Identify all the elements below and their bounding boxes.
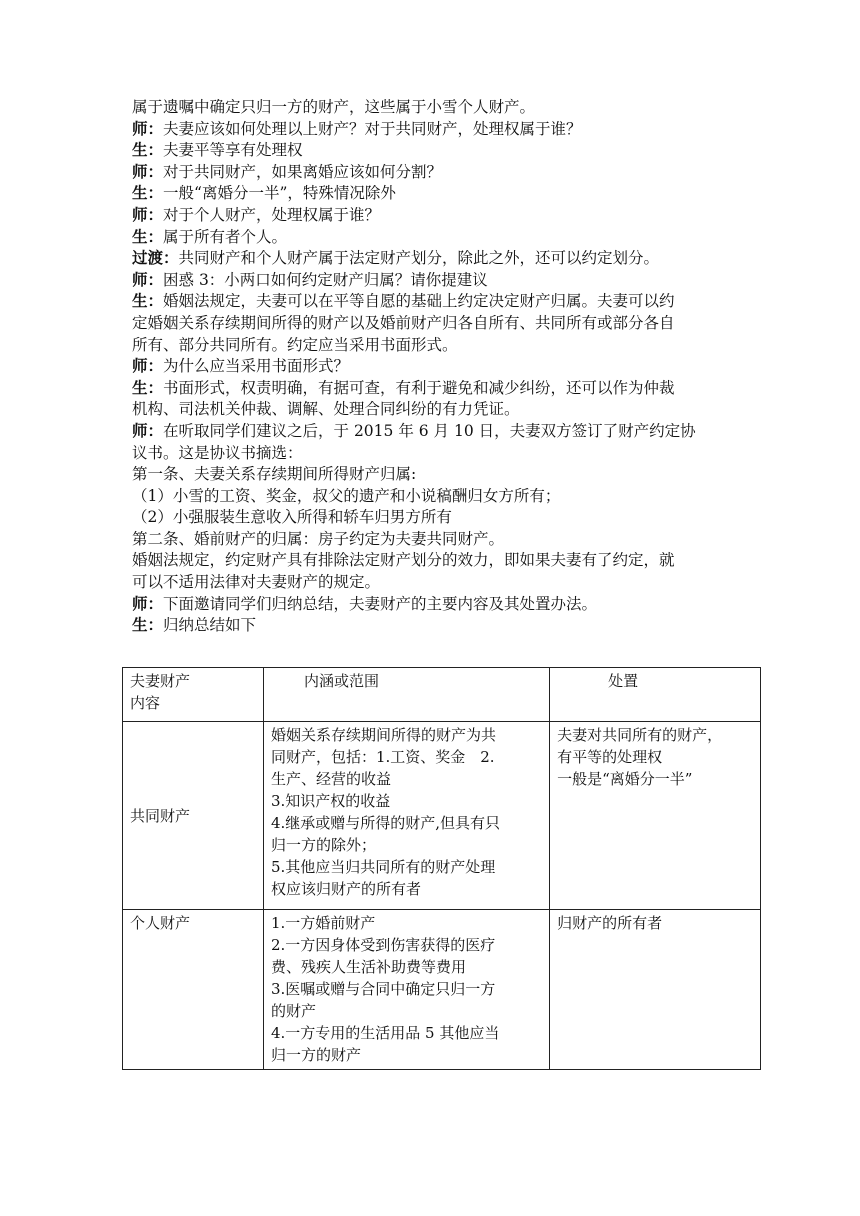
dialogue-line: 生：书面形式，权责明确，有据可查，有利于避免和减少纠纷，还可以作为仲裁 [132, 378, 675, 397]
table-row [123, 910, 761, 1070]
dialogue-line: 生：婚姻法规定，夫妻可以在平等自愿的基础上约定决定财产归属。夫妻可以约 [132, 292, 675, 311]
dialogue-line: 生：一般“离婚分一半”，特殊情况除外 [132, 184, 396, 203]
dialogue-line: 生：属于所有者个人。 [132, 227, 288, 246]
document-body [132, 97, 732, 637]
header-cell-category: 夫妻财产 内容 [123, 668, 264, 722]
table-header-row [123, 668, 761, 722]
scope-cell: 1.一方婚前财产 2.一方因身体受到伤害获得的医疗 费、残疾人生活补助费等费用 3.医嘱或赠与合同中确定只归一方 的财产 4.一方专用的生活用品 5 其他应当 归一方的财产 [263, 910, 549, 1070]
dialogue-line: 生：归纳总结如下 [132, 616, 257, 635]
dialogue-line: 师：对于个人财产，处理权属于谁？ [132, 205, 381, 224]
row-label: 共同财产 [123, 722, 264, 910]
text-line: 定婚姻关系存续期间所得的财产以及婚前财产归各自所有、共同所有或部分各自 [132, 313, 675, 332]
dialogue-line: 师：困惑 3：小两口如何约定财产归属？请你提建议 [132, 270, 488, 289]
text-line: 可以不适用法律对夫妻财产的规定。 [132, 573, 381, 592]
text-line: 议书。这是协议书摘选： [132, 443, 303, 462]
text-line: 第一条、夫妻关系存续期间所得财产归属: [132, 465, 417, 484]
table-row [123, 722, 761, 910]
dialogue-line: 过渡：共同财产和个人财产属于法定财产划分，除此之外，还可以约定划分。 [132, 249, 660, 268]
header-cell-scope: 内涵或范围 [263, 668, 549, 722]
dialogue-line: 师：为什么应当采用书面形式？ [132, 357, 350, 376]
text-line: （2）小强服装生意收入所得和轿车归男方所有 [132, 508, 452, 527]
handling-cell: 夫妻对共同所有的财产， 有平等的处理权 一般是“离婚分一半” [550, 722, 761, 910]
text-line: 第二条、婚前财产的归属：房子约定为夫妻共同财产。 [132, 529, 505, 548]
property-summary-table [122, 667, 761, 1070]
dialogue-line: 师：对于共同财产，如果离婚应该如何分割？ [132, 162, 443, 181]
text-line: 属于遗嘱中确定只归一方的财产，这些属于小雪个人财产。 [132, 98, 536, 116]
dialogue-line: 生：夫妻平等享有处理权 [132, 141, 303, 160]
text-line: （1）小雪的工资、奖金，叔父的遗产和小说稿酬归女方所有； [132, 486, 561, 505]
handling-cell: 归财产的所有者 [550, 910, 761, 1070]
dialogue-line: 师：在听取同学们建议之后，于 2015 年 6 月 10 日，夫妻双方签订了财产约定协 [132, 421, 696, 440]
header-cell-handling: 处置 [550, 668, 761, 722]
scope-cell: 婚姻关系存续期间所得的财产为共 同财产，包括：1.工资、奖金 2. 生产、经营的收益 3.知识产权的收益 4.继承或赠与所得的财产,但具有只 归一方的除外； 5.其他应当归共同所有的财产处理 权应该归财产的所有者 [263, 722, 549, 910]
dialogue-line: 师：夫妻应该如何处理以上财产？对于共同财产，处理权属于谁？ [132, 119, 582, 138]
row-label: 个人财产 [123, 910, 264, 1070]
text-line: 机构、司法机关仲裁、调解、处理合同纠纷的有力凭证。 [132, 400, 520, 419]
dialogue-line: 师：下面邀请同学们归纳总结，夫妻财产的主要内容及其处置办法。 [132, 594, 598, 613]
text-line: 婚姻法规定，约定财产具有排除法定财产划分的效力，即如果夫妻有了约定，就 [132, 551, 675, 570]
text-line: 所有、部分共同所有。约定应当采用书面形式。 [132, 335, 458, 354]
